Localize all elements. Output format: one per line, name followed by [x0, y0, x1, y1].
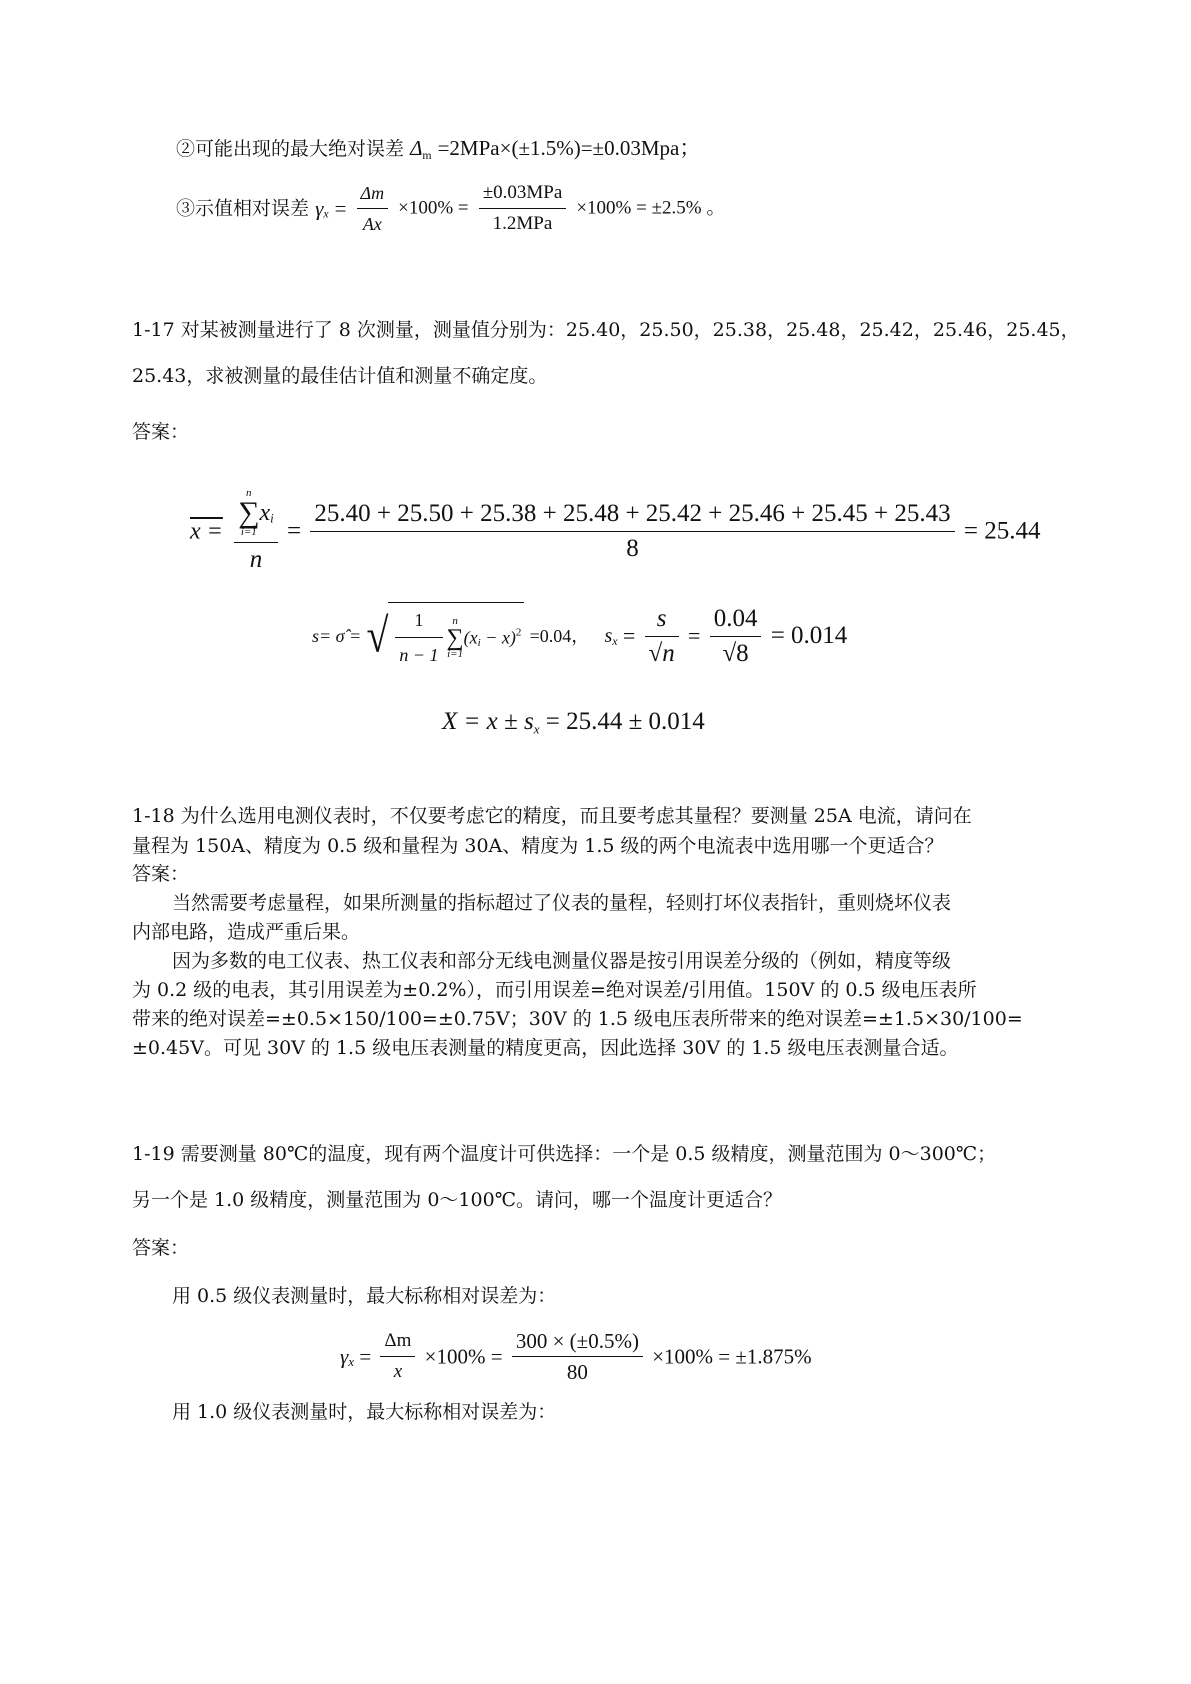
square-root: √ $\frac{1}{n - 1}$ n ∑ i=1 $(x_i - x)^2$ — [366, 602, 524, 670]
line-relative-error: ③示值相对误差 $\gamma_x$ = $\frac{\Delta m}{Ax}$ ×100% = $\frac{\text{±0.03MPa}}{\text{1.2MPa}}$ ×100% = ±2.5% 。 — [176, 180, 725, 237]
answer-label-1-19: 答案： — [132, 1237, 190, 1259]
question-1-18-line1: 1-18 为什么选用电测仪表时，不仅要考虑它的精度，而且要考虑其量程？要测量 25A 电流，请问在 — [132, 805, 972, 827]
fraction-sum-over-n: n ∑ i=1 $x_i$ n — [234, 488, 278, 575]
equation-final-result: $X = x \pm s_x = 25.44 \pm 0.014$ — [442, 708, 705, 737]
s-lhs: s= σ̂ = — [312, 626, 362, 646]
question-1-19-line1: 1-19 需要测量 80℃的温度，现有两个温度计可供选择：一个是 0.5 级精度，测量范围为 0～300℃； — [132, 1143, 997, 1165]
fraction-sum-of-values: 25.40 + 25.50 + 25.38 + 25.48 + 25.42 + 25.46 + 25.45 + 25.43 8 — [310, 499, 954, 564]
fraction-range-error-over-80: $\frac{300 \times (\pm 0.5\%)}{80}$ — [512, 1328, 643, 1385]
answer-1-18-p2-line1: 因为多数的电工仪表、热工仪表和部分无线电测量仪器是按引用误差分级的（例如，精度等级 — [172, 950, 952, 972]
answer-1-18-p1-line1: 当然需要考虑量程，如果所测量的指标超过了仪表的量程，轻则打坏仪表指针，重则烧坏仪表 — [172, 892, 952, 914]
delta-symbol: Δ — [410, 136, 423, 160]
sum-symbol: n ∑ i=1 — [238, 487, 260, 538]
question-1-18-line2: 量程为 150A、精度为 0.5 级和量程为 30A、精度为 1.5 级的两个电流表中选用哪一个更适合？ — [132, 835, 944, 857]
fraction-error-over-reading: $\frac{\text{±0.03MPa}}{\text{1.2MPa}}$ — [479, 180, 567, 237]
question-1-19-line2: 另一个是 1.0 级精度，测量范围为 0～100℃。请问，哪一个温度计更适合？ — [132, 1189, 782, 1211]
mean-result: = 25.44 — [963, 517, 1041, 545]
mean-lhs: x = — [190, 518, 223, 545]
text-prefix: ③示值相对误差 — [176, 197, 310, 220]
s-value: =0.04， — [529, 626, 590, 646]
answer-1-18-p2-line2: 为 0.2 级的电表，其引用误差为±0.2%），而引用误差=绝对误差/引用值。150V 的 0.5 级电压表所 — [132, 979, 977, 1001]
fraction-delta-over-a: $\frac{\Delta m}{Ax}$ — [357, 180, 389, 237]
answer-label-1-18: 答案： — [132, 863, 190, 885]
question-1-17-line2: 25.43，求被测量的最佳估计值和测量不确定度。 — [132, 365, 548, 387]
question-1-17-line1: 1-17 对某被测量进行了 8 次测量，测量值分别为：25.40，25.50，25.38，25.48，25.42，25.46，25.45， — [132, 319, 1080, 341]
line-max-absolute-error — [176, 136, 700, 168]
relative-error-result: ×100% = ±2.5% 。 — [576, 197, 726, 219]
fraction-s-over-root-n: $\frac{s}{√n}$ — [645, 604, 679, 669]
s-mean-result: = 0.014 — [770, 622, 848, 649]
answer-label-1-17: 答案： — [132, 421, 190, 443]
answer-1-18-p1-line2: 内部电路，造成严重后果。 — [132, 921, 361, 943]
equation-mean: x = n ∑ i=1 $x_i$ n = 25.40 + 25.50 + 25.38 + 25.48 + 25.42 + 25.46 + 25.45 + 25.43 8 = 25.44 — [190, 487, 1041, 573]
equation-std-dev: s= σ̂ = √ $\frac{1}{n - 1}$ n ∑ i=1 $(x_i - x)^2 =0.04$， $s_x$ = $\frac{s}{√n}$ = $\frac{0.04}{√8}$ = 0.014 — [312, 602, 847, 670]
answer-1-18-p2-line3: 带来的绝对误差=±0.5×150/100=±0.75V；30V 的 1.5 级电压表所带来的绝对误差=±1.5×30/100= — [132, 1008, 1023, 1030]
answer-1-19-line1: 用 0.5 级仪表测量时，最大标称相对误差为： — [172, 1285, 557, 1307]
answer-1-18-p2-line4: ±0.45V。可见 30V 的 1.5 级电压表测量的精度更高，因此选择 30V 的 1.5 级电压表测量合适。 — [132, 1037, 959, 1059]
error-expression: =2MPa×(±1.5%)=±0.03Mpa； — [437, 136, 701, 160]
text-prefix: ②可能出现的最大绝对误差 — [176, 138, 405, 160]
gamma-symbol: γ — [315, 196, 324, 221]
equation-relative-error-0-5: $\gamma_x$ = $\frac{\Delta m}{x}$ ×100% = $\frac{300 \times (\pm 0.5\%)}{80}$ ×100% = ±1.875% — [340, 1329, 812, 1384]
delta-subscript: m — [422, 149, 432, 163]
gamma-subscript: x — [323, 207, 329, 221]
answer-1-19-line2: 用 1.0 级仪表测量时，最大标称相对误差为： — [172, 1401, 557, 1423]
gamma-result: ×100% = ±1.875% — [652, 1344, 812, 1369]
fraction-delta-over-x: $\frac{\Delta m}{x}$ — [380, 1328, 415, 1385]
fraction-value-over-root-8: $\frac{0.04}{√8}$ — [710, 604, 762, 669]
